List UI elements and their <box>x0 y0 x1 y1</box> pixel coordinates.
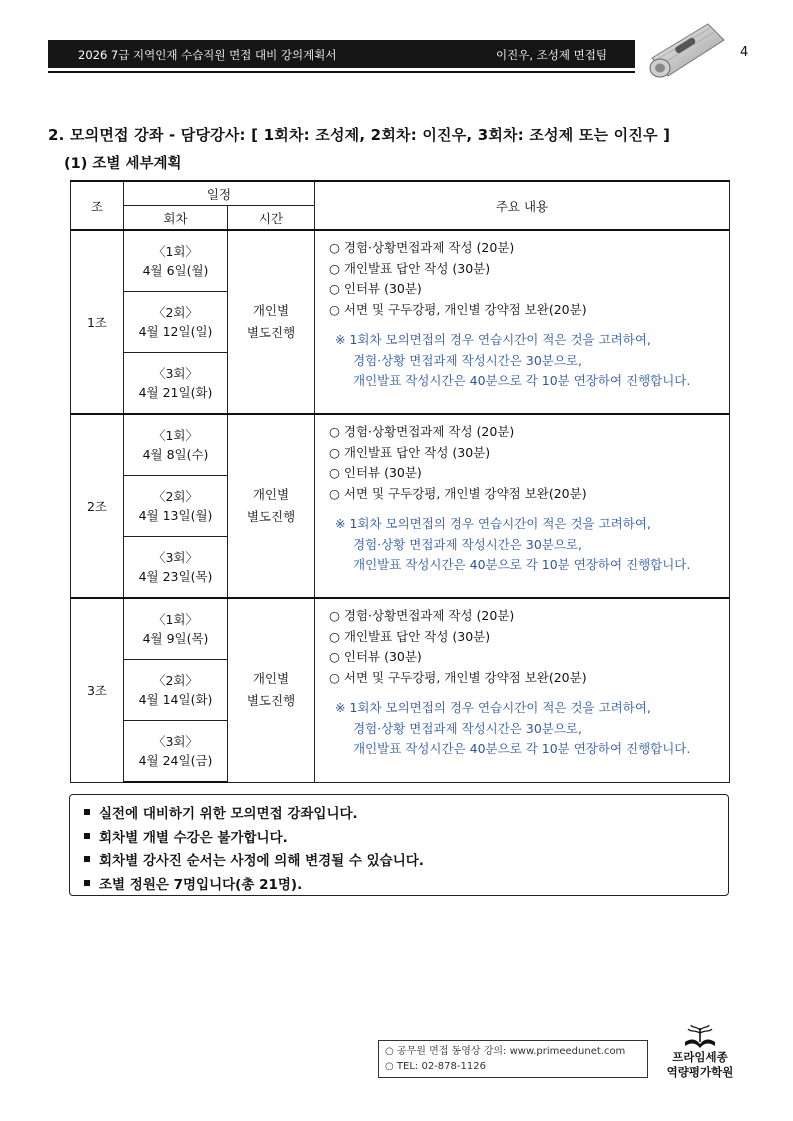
logo-line-1: 프라임세종 <box>672 1050 728 1064</box>
session-cell: 〈2회〉 4월 13일(월) <box>124 476 228 537</box>
content-cell <box>315 414 730 598</box>
header-group: 조 <box>71 181 124 230</box>
content-item: ○ 경험·상황면접과제 작성 (20분) <box>329 240 515 255</box>
scroll-icon <box>638 18 730 82</box>
page-number: 4 <box>740 45 749 60</box>
bullet-square-icon <box>84 809 90 815</box>
table-row <box>71 598 730 660</box>
content-item: ○ 인터뷰 (30분) <box>329 649 422 664</box>
content-item: ○ 개인발표 답안 작성 (30분) <box>329 628 491 644</box>
footer-contact <box>378 1040 648 1078</box>
bullet-square-icon <box>84 856 90 862</box>
session-cell: 〈3회〉 4월 21일(화) <box>124 353 228 415</box>
content-item: ○ 개인발표 답안 작성 (30분) <box>329 260 491 276</box>
document-title: 2026 7급 지역인재 수습직원 면접 대비 강의계획서 <box>78 48 337 62</box>
notice-box <box>69 794 729 896</box>
footer-tel: ○ TEL: 02-878-1126 <box>385 1061 486 1072</box>
header-schedule: 일정 <box>124 181 315 206</box>
header-bar <box>48 40 635 68</box>
session-cell: 〈1회〉 4월 6일(월) <box>124 230 228 292</box>
academy-logo <box>660 1024 740 1086</box>
content-item: ○ 인터뷰 (30분) <box>329 465 422 480</box>
content-item: ○ 인터뷰 (30분) <box>329 281 422 296</box>
notice-item: 회차별 개별 수강은 불가합니다. <box>84 827 728 851</box>
content-item: ○ 개인발표 답안 작성 (30분) <box>329 444 491 460</box>
footer-website[interactable]: ○ 공무원 면접 동영상 강의: www.primeedunet.com <box>385 1046 626 1057</box>
bullet-square-icon <box>84 880 90 886</box>
notice-item: 실전에 대비하기 위한 모의면접 강좌입니다. <box>84 803 728 827</box>
table-row <box>71 414 730 476</box>
header-content: 주요 내용 <box>315 181 730 230</box>
time-cell: 개인별 별도진행 <box>228 414 315 598</box>
session-cell: 〈3회〉 4월 24일(금) <box>124 721 228 783</box>
book-logo-icon <box>683 1024 717 1050</box>
content-note: ※ 1회차 모의면접의 경우 연습시간이 적은 것을 고려하여, 경험·상황 면접과제 작성시간은 30분으로, 개인발표 작성시간은 40분으로 각 10분 연장하여 진행합니다. <box>335 700 691 756</box>
content-item: ○ 서면 및 구두강평, 개인별 강약점 보완(20분) <box>329 485 587 501</box>
session-cell: 〈1회〉 4월 8일(수) <box>124 414 228 476</box>
notice-item: 조별 정원은 7명입니다(총 21명). <box>84 874 728 898</box>
logo-line-2: 역량평가학원 <box>666 1065 734 1079</box>
sub-heading: (1) 조별 세부계획 <box>64 156 182 172</box>
time-cell: 개인별 별도진행 <box>228 598 315 782</box>
notice-item: 회차별 강사진 순서는 사정에 의해 변경될 수 있습니다. <box>84 850 728 874</box>
schedule-table <box>70 180 730 783</box>
content-note: ※ 1회차 모의면접의 경우 연습시간이 적은 것을 고려하여, 경험·상황 면접과제 작성시간은 30분으로, 개인발표 작성시간은 40분으로 각 10분 연장하여 진행합니다. <box>335 332 691 388</box>
group-name: 1조 <box>71 230 124 414</box>
content-item: ○ 서면 및 구두강평, 개인별 강약점 보완(20분) <box>329 669 587 685</box>
content-cell <box>315 598 730 782</box>
time-cell: 개인별 별도진행 <box>228 230 315 414</box>
content-cell <box>315 230 730 414</box>
header-time: 시간 <box>228 206 315 231</box>
content-item: ○ 경험·상황면접과제 작성 (20분) <box>329 424 515 439</box>
header-session: 회차 <box>124 206 228 231</box>
content-item: ○ 경험·상황면접과제 작성 (20분) <box>329 608 515 623</box>
content-item: ○ 서면 및 구두강평, 개인별 강약점 보완(20분) <box>329 301 587 317</box>
table-row <box>71 230 730 292</box>
bullet-square-icon <box>84 833 90 839</box>
session-cell: 〈1회〉 4월 9일(목) <box>124 598 228 660</box>
team-name: 이진우, 조성제 면접팀 <box>496 48 607 62</box>
session-cell: 〈2회〉 4월 14일(화) <box>124 660 228 721</box>
group-name: 3조 <box>71 598 124 782</box>
section-heading: 2. 모의면접 강좌 - 담당강사: [ 1회차: 조성제, 2회차: 이진우, 3회차: 조성제 또는 이진우 ] <box>48 126 671 144</box>
content-note: ※ 1회차 모의면접의 경우 연습시간이 적은 것을 고려하여, 경험·상황 면접과제 작성시간은 30분으로, 개인발표 작성시간은 40분으로 각 10분 연장하여 진행합니다. <box>335 516 691 572</box>
group-name: 2조 <box>71 414 124 598</box>
session-cell: 〈2회〉 4월 12일(일) <box>124 292 228 353</box>
session-cell: 〈3회〉 4월 23일(목) <box>124 537 228 599</box>
